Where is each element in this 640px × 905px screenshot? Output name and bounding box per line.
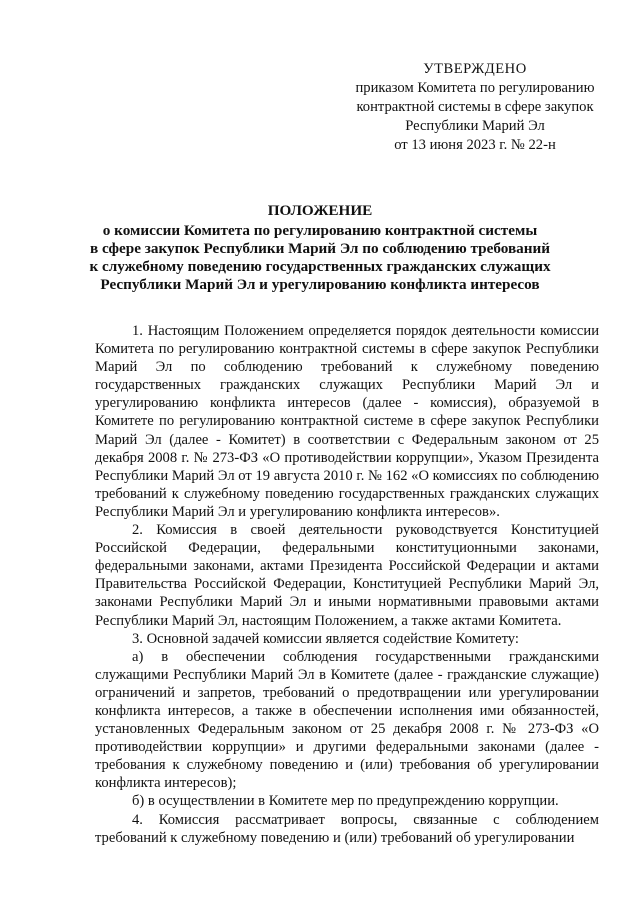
title-line: в сфере закупок Республики Марий Эл по соблюдению требований	[89, 240, 551, 257]
approval-stamp	[330, 60, 620, 155]
approval-line: контрактной системы в сфере закупок	[356, 99, 594, 115]
paragraph: а) в обеспечении соблюдения государственными гражданскими служащими Республики Марий Эл в Комитете (далее - гражданские служащие) ограничений и запретов, требований о предотвращении или урегулировании конфликта интересов, а также в обеспечении исполнения ими обязанностей, установленных Федеральным законом от 25 декабря 2008 г. № 273-ФЗ «О противодействии коррупции» и другими федеральными законами (далее - требования к служебному поведению и (или) требования об урегулировании конфликта интересов);	[95, 648, 599, 792]
document-title	[40, 202, 600, 294]
approval-line: Республики Марий Эл	[405, 118, 545, 134]
paragraph: 4. Комиссия рассматривает вопросы, связанные с соблюдением требований к служебному поведению и (или) требований об урегулировании	[95, 811, 599, 846]
paragraph: 2. Комиссия в своей деятельности руководствуется Конституцией Российской Федерации, федеральными конституционными законами, федеральными законами, актами Президента Российской Федерации и актами Правительства Российской Федерации, Конституцией Республики Марий Эл, законами Республики Марий Эл и иными нормативными правовыми актами Республики Марий Эл, настоящим Положением, а также актами Комитета.	[95, 522, 599, 629]
approval-heading: УТВЕРЖДЕНО	[423, 61, 527, 77]
title-line: о комиссии Комитета по регулированию контрактной системы	[102, 222, 538, 239]
title-heading: ПОЛОЖЕНИЕ	[267, 202, 373, 219]
paragraph: б) в осуществлении в Комитете мер по предупреждению коррупции.	[132, 793, 559, 810]
document-body	[95, 322, 599, 847]
title-line: Республики Марий Эл и урегулированию конфликта интересов	[100, 276, 540, 293]
paragraph: 3. Основной задачей комиссии является содействие Комитету:	[132, 630, 519, 647]
approval-line: приказом Комитета по регулированию	[355, 80, 595, 96]
title-line: к служебному поведению государственных гражданских служащих	[89, 258, 551, 275]
paragraph: 1. Настоящим Положением определяется порядок деятельности комиссии Комитета по регулированию контрактной системы в сфере закупок Республики Марий Эл по соблюдению требований к служебному поведению государственных гражданских служащих Республики Марий Эл и урегулированию конфликта интересов (далее - комиссия), образуемой в Комитете по регулированию контрактной системе в сфере закупок Республики Марий Эл (далее - Комитет) в соответствии с Федеральным законом от 25 декабря 2008 г. № 273-ФЗ «О противодействии коррупции», Указом Президента Республики Марий Эл от 19 августа 2010 г. № 162 «О комиссиях по соблюдению требований к служебному поведению государственных гражданских служащих Республики Марий Эл и урегулированию конфликта интересов».	[95, 323, 599, 520]
approval-date: от 13 июня 2023 г. № 22-н	[394, 137, 556, 153]
